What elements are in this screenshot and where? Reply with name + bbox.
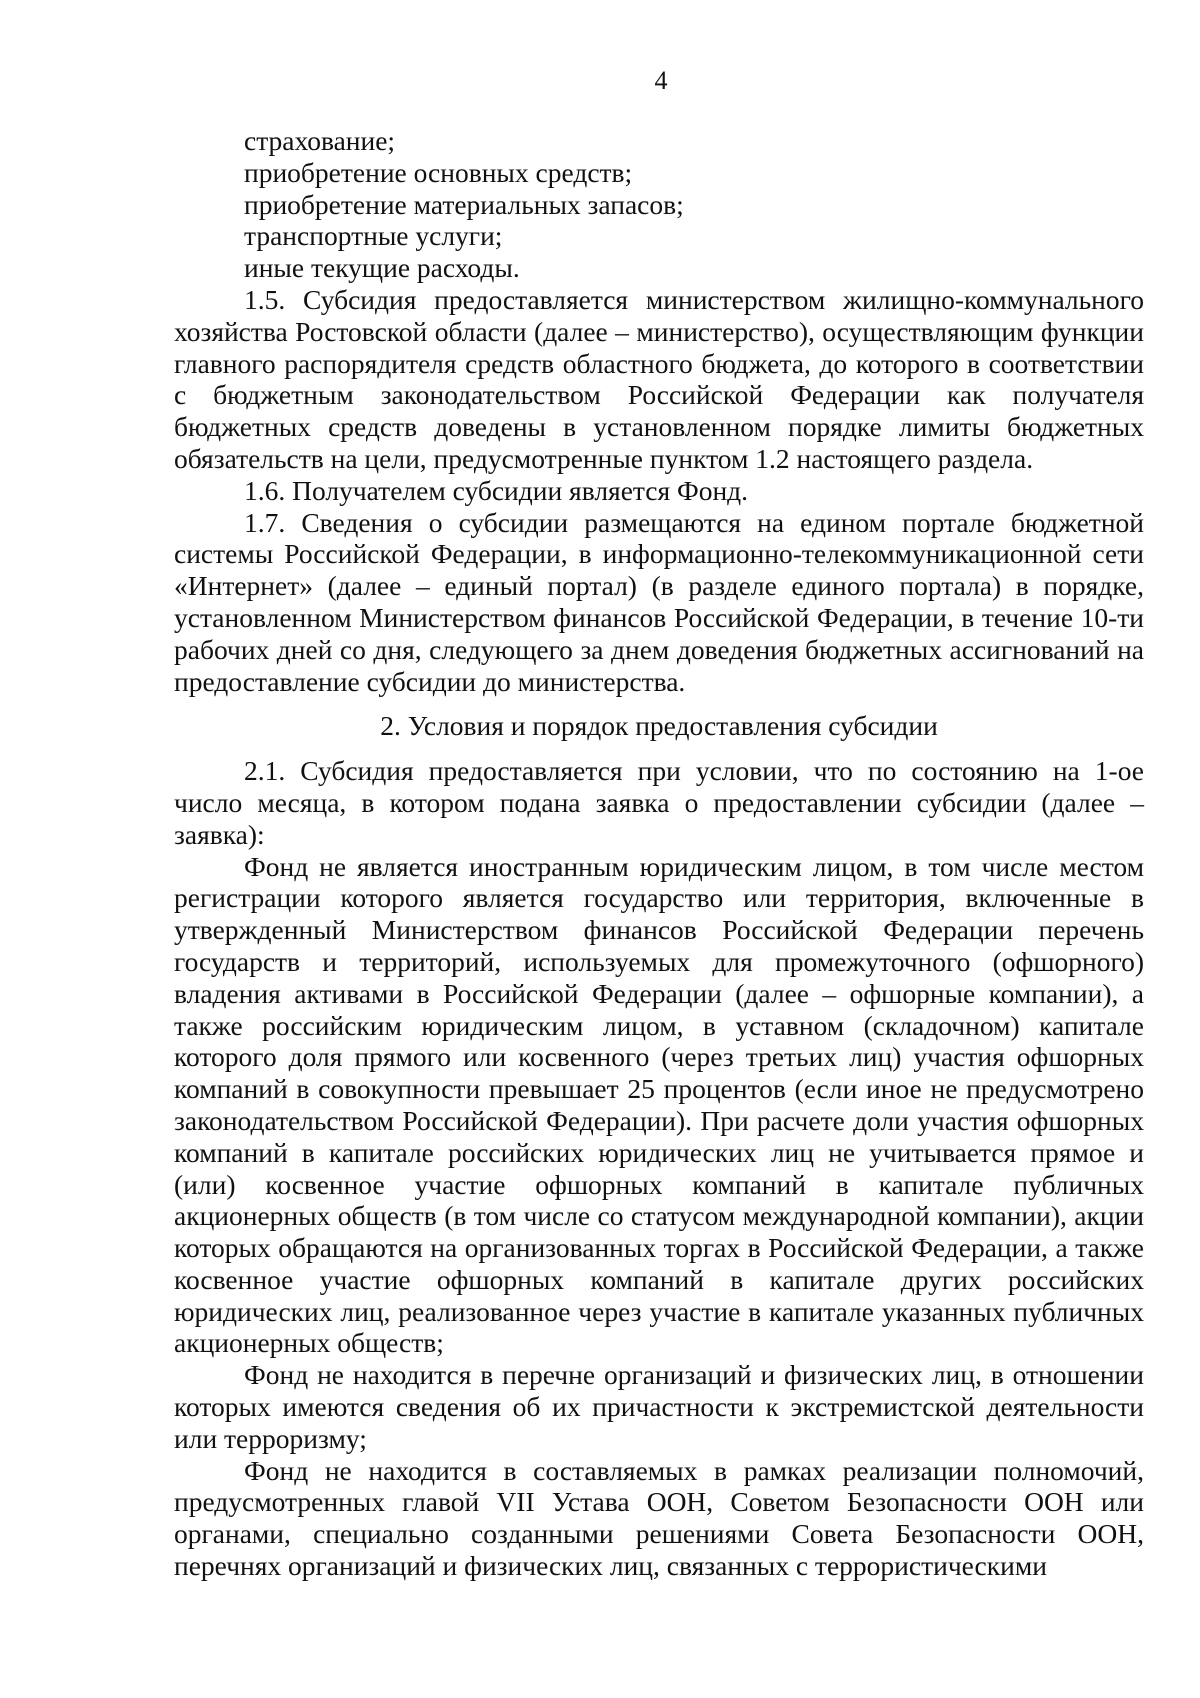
expense-list-item: приобретение основных средств; [244, 156, 633, 188]
paragraph-1-5: 1.5. Субсидия предоставляется министерством жилищно-коммунального хозяйства Ростовской области (далее – министерство), осуществляющим функции главного распорядителя средств областного бюджета, до которого в соответствии с бюджетным законодательством Российской Федерации как получателя бюджетных средств доведены в установленном порядке лимиты бюджетных обязательств на цели, предусмотренные пунктом 1.2 настоящего раздела. [174, 283, 1144, 474]
expense-list-item: транспортные услуги; [244, 220, 503, 252]
expense-list-item: приобретение материальных запасов; [244, 188, 684, 220]
paragraph-extremism-condition: Фонд не находится в перечне организаций и физических лиц, в отношении которых имеются сведения об их причастности к экстремистской деятельности или терроризму; [174, 1359, 1144, 1454]
paragraph-1-6: 1.6. Получателем субсидии является Фонд. [244, 474, 749, 506]
paragraph-1-7: 1.7. Сведения о субсидии размещаются на едином портале бюджетной системы Российской Федерации, в информационно-телекоммуникационной сети «Интернет» (далее – единый портал) (в разделе единого портала) в порядке, установленном Министерством финансов Российской Федерации, в течение 10-ти рабочих дней со дня, следующего за днем доведения бюджетных ассигнований на предоставление субсидии до министерства. [174, 506, 1144, 697]
document-body [174, 125, 1144, 1582]
paragraph-2-1: 2.1. Субсидия предоставляется при условии, что по состоянию на 1-ое число месяца, в котором подана заявка о предоставлении субсидии (далее – заявка): [174, 755, 1144, 850]
section-heading: 2. Условия и порядок предоставления субсидии [380, 710, 938, 742]
paragraph-un-condition: Фонд не находится в составляемых в рамках реализации полномочий, предусмотренных главой VII Устава ООН, Советом Безопасности ООН или органами, специально созданными решениями Совета Безопасности ООН, перечнях организаций и физических лиц, связанных с террористическими [174, 1454, 1144, 1582]
expense-list-item: иные текущие расходы. [244, 252, 520, 284]
page-number: 4 [654, 66, 668, 95]
paragraph-offshore-condition: Фонд не является иностранным юридическим лицом, в том числе местом регистрации которого является государство или территория, включенные в утвержденный Министерством финансов Российской Федерации перечень государств и территорий, используемых для промежуточного (офшорного) владения активами в Российской Федерации (далее – офшорные компании), а также российским юридическим лицом, в уставном (складочном) капитале которого доля прямого или косвенного (через третьих лиц) участия офшорных компаний в совокупности превышает 25 процентов (если иное не предусмотрено законодательством Российской Федерации). При расчете доли участия офшорных компаний в капитале российских юридических лиц не учитывается прямое и (или) косвенное участие офшорных компаний в капитале публичных акционерных обществ (в том числе со статусом международной компании), акции которых обращаются на организованных торгах в Российской Федерации, а также косвенное участие офшорных компаний в капитале других российских юридических лиц, реализованное через участие в капитале указанных публичных акционерных обществ; [174, 850, 1144, 1359]
expense-list-item: страхование; [244, 125, 396, 156]
